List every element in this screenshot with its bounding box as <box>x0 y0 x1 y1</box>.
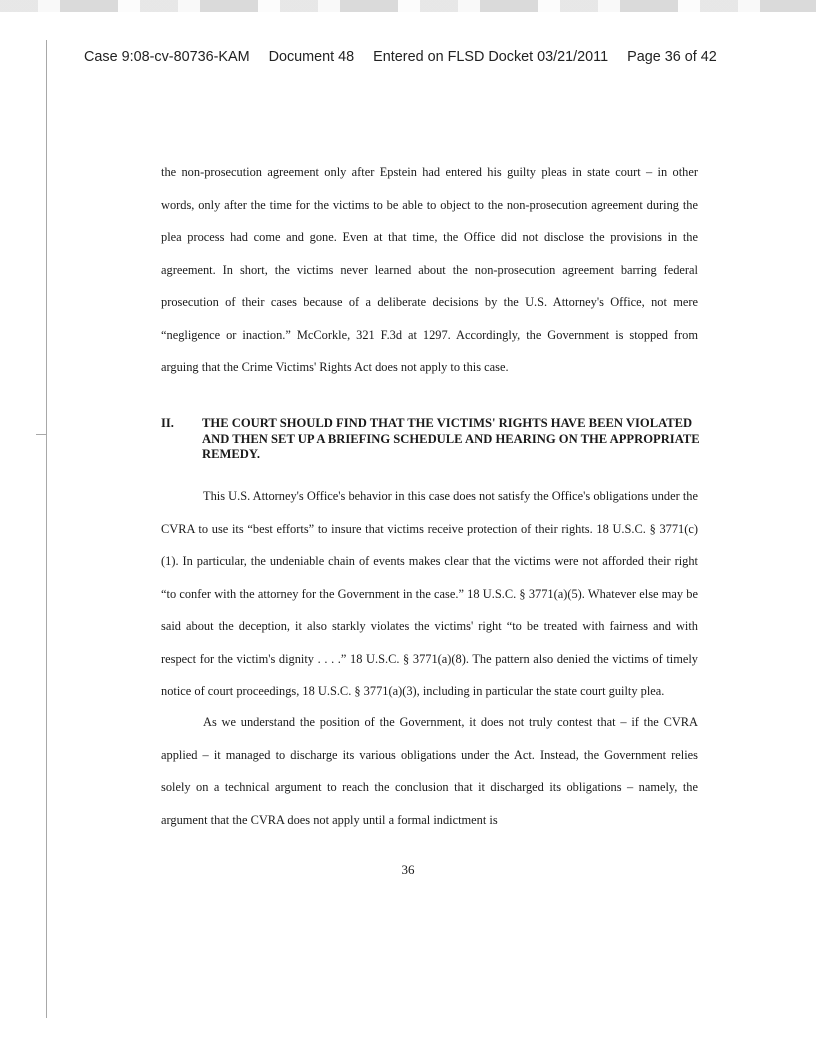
header-page-count: Page 36 of 42 <box>627 49 717 65</box>
paragraph-office-behavior: This U.S. Attorney's Office's behavior in this case does not satisfy the Office's obligations under the CVRA to use its “best efforts” to insure that victims receive protection of their rights. 18 U.S.C. § 3771(c)(1). In particular, the undeniable chain of events makes clear that the victims were not afforded their right “to confer with the attorney for the Government in the case.” 18 U.S.C. § 3771(a)(5). Whatever else may be said about the deception, it also starkly violates the victims' right “to be treated with fairness and with respect for the victim's dignity . . . .” 18 U.S.C. § 3771(a)(8). The pattern also denied the victims of timely notice of court proceedings, 18 U.S.C. § 3771(a)(3), including in particular the state court guilty plea. <box>161 489 698 698</box>
section-number: II. <box>161 416 174 430</box>
header-document-number: Document 48 <box>268 49 355 65</box>
section-heading <box>161 416 701 463</box>
page-number: 36 <box>401 862 415 877</box>
header-case-number: Case 9:08-cv-80736-KAM <box>84 49 250 65</box>
header-entered-docket: Entered on FLSD Docket 03/21/2011 <box>373 49 609 65</box>
docket-header <box>84 49 784 65</box>
paragraph-government-position: As we understand the position of the Government, it does not truly contest that – if the CVRA applied – it managed to discharge its various obligations under the Act. Instead, the Government relies solely on a technical argument to reach the conclusion that it discharged its obligations – namely, the argument that the CVRA does not apply until a formal indictment is <box>161 715 698 827</box>
section-title: THE COURT SHOULD FIND THAT THE VICTIMS' RIGHTS HAVE BEEN VIOLATED AND THEN SET UP A BRIEFING SCHEDULE AND HEARING ON THE APPROPRIATE REMEDY. <box>202 416 700 461</box>
scan-edge-artifact <box>0 0 816 12</box>
paragraph-continuation: the non-prosecution agreement only after Epstein had entered his guilty pleas in state court – in other words, only after the time for the victims to be able to object to the non-prosecution agreement during the plea process had come and gone. Even at that time, the Office did not disclose the provisions in the agreement. In short, the victims never learned about the non-prosecution agreement barring federal prosecution of their cases because of a deliberate decisions by the U.S. Attorney's Office, not mere “negligence or inaction.” McCorkle, 321 F.3d at 1297. Accordingly, the Government is stopped from arguing that the Crime Victims' Rights Act does not apply to this case. <box>161 165 698 374</box>
left-margin-tick <box>36 434 46 435</box>
